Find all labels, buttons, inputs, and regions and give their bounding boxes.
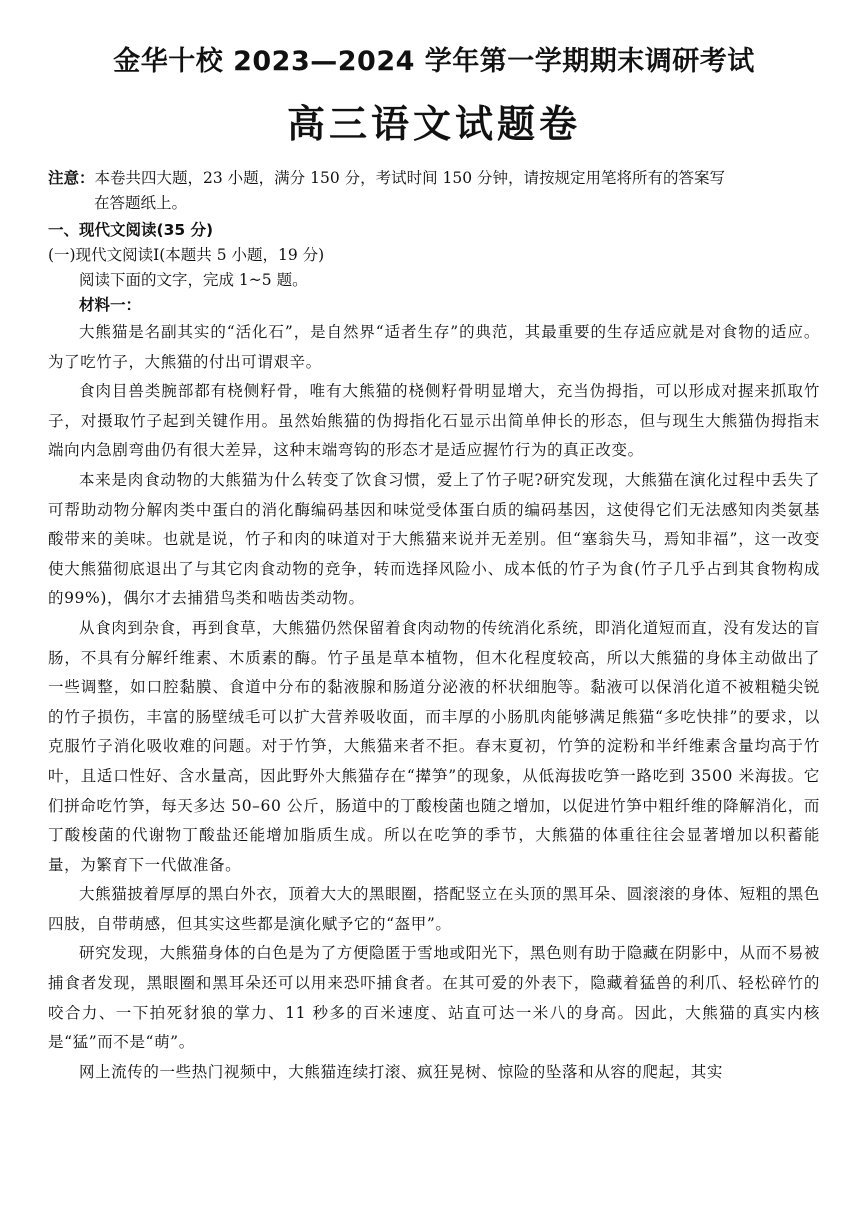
paragraph: 大熊猫披着厚厚的黑白外衣，顶着大大的黑眼圈，搭配竖立在头顶的黑耳朵、圆滚滚的身体、短粗的黑色四肢，自带萌感，但其实这些都是演化赋予它的“盔甲”。 xyxy=(48,885,820,933)
paragraph: 从食肉到杂食，再到食草，大熊猫仍然保留着食肉动物的传统消化系统，即消化道短而直，没有发达的盲肠，不具有分解纤维素、木质素的酶。竹子虽是草本植物，但木化程度较高，所以大熊猫的身体主动做出了一些调整，如口腔黏膜、食道中分布的黏液腺和肠道分泌液的杯状细胞等。黏液可以保消化道不被粗糙尖锐的竹子损伤，丰富的肠壁绒毛可以扩大营养吸收面，而丰厚的小肠肌肉能够满足熊猫“多吃快排”的要求，以克服竹子消化吸收难的问题。对于竹笋，大熊猫来者不拒。春末夏初，竹笋的淀粉和半纤维素含量均高于竹叶，且适口性好、含水量高，因此野外大熊猫存在“撵笋”的现象，从低海拔吃笋一路吃到 3500 米海拔。它们拼命吃竹笋，每天多达 50–60 公斤，肠道中的丁酸梭菌也随之增加，以促进竹笋中粗纤维的降解消化，而丁酸梭菌的代谢物丁酸盐还能增加脂质生成。所以在吃笋的季节，大熊猫的体重往往会显著增加以积蓄能量，为繁育下一代做准备。 xyxy=(48,618,820,874)
notice-text: 本卷共四大题，23 小题，满分 150 分，考试时间 150 分钟，请按规定用笔将所有的答案写 xyxy=(94,169,726,187)
paragraph: 研究发现，大熊猫身体的白色是为了方便隐匿于雪地或阳光下，黑色则有助于隐藏在阴影中，从而不易被捕食者发现，黑眼圈和黑耳朵还可以用来恐吓捕食者。在其可爱的外表下，隐藏着猛兽的利爪、轻松碎竹的咬合力、一下拍死豺狼的掌力、11 秒多的百米速度、站直可达一米八的身高。因此，大熊猫的真实内核是“猛”而不是“萌”。 xyxy=(48,944,820,1052)
reading-instruction: 阅读下面的文字，完成 1~5 题。 xyxy=(79,271,308,289)
notice-text-continued: 在答题纸上。 xyxy=(94,194,188,212)
notice xyxy=(48,166,820,216)
section-heading: 一、现代文阅读(35 分) xyxy=(48,221,214,239)
subsection-heading: (一)现代文阅读Ⅰ(本题共 5 小题，19 分) xyxy=(48,246,325,264)
exam-subtitle: 高三语文试题卷 xyxy=(286,102,581,146)
paragraph: 网上流传的一些热门视频中，大熊猫连续打滚、疯狂晃树、惊险的坠落和从容的爬起，其实 xyxy=(79,1062,724,1081)
material-label: 材料一： xyxy=(79,296,142,314)
paragraph: 大熊猫是名副其实的“活化石”，是自然界“适者生存”的典范，其最重要的生存适应就是对食物的适应。为了吃竹子，大熊猫的付出可谓艰辛。 xyxy=(48,323,820,371)
notice-label: 注意： xyxy=(48,169,95,187)
paragraph: 本来是肉食动物的大熊猫为什么转变了饮食习惯，爱上了竹子呢?研究发现，大熊猫在演化过程中丢失了可帮助动物分解肉类中蛋白的消化酶编码基因和味觉受体蛋白质的编码基因，这使得它们无法感知肉类氨基酸带来的美味。也就是说，竹子和肉的味道对于大熊猫来说并无差别。但“塞翁失马，焉知非福”，这一改变使大熊猫彻底退出了与其它肉食动物的竞争，转而选择风险小、成本低的竹子为食(竹子几乎占到其食物构成的99%)，偶尔才去捕猎鸟类和啮齿类动物。 xyxy=(48,470,820,608)
exam-title: 金华十校 2023—2024 学年第一学期期末调研考试 xyxy=(113,46,755,77)
paragraph: 食肉目兽类腕部都有桡侧籽骨，唯有大熊猫的桡侧籽骨明显增大，充当伪拇指，可以形成对握来抓取竹子，对摄取竹子起到关键作用。虽然始熊猫的伪拇指化石显示出简单伸长的形态，但与现生大熊猫伪拇指末端向内急剧弯曲仍有很大差异，这种末端弯钩的形态才是适应握竹行为的真正改变。 xyxy=(48,382,820,460)
